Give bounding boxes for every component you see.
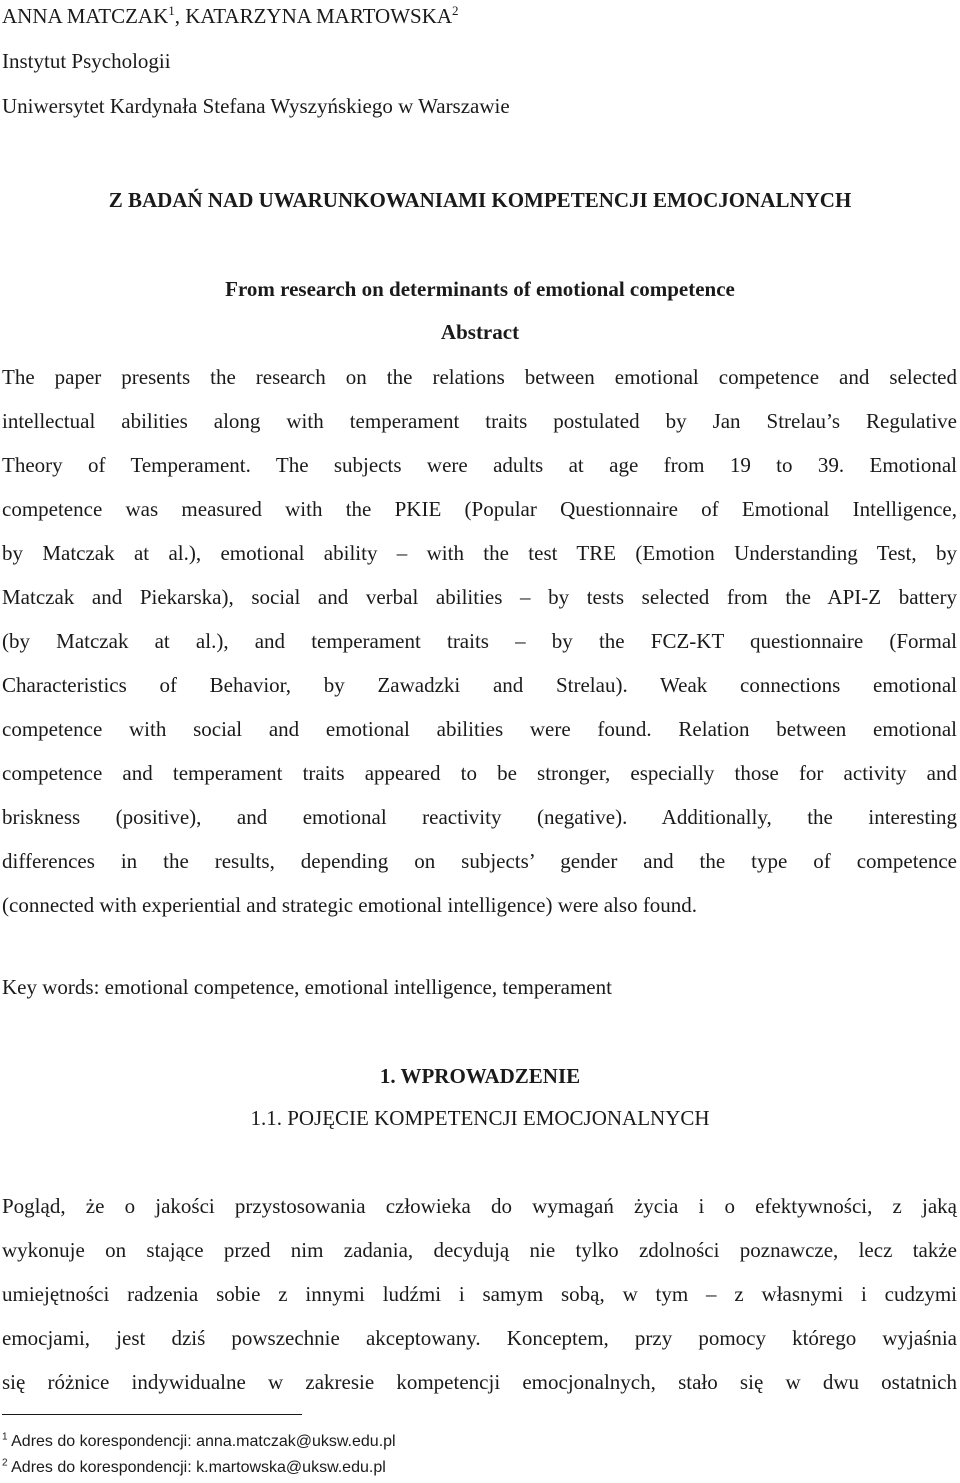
abstract-line: (connected with experiential and strategic emotional intelligence) were also found. — [2, 893, 698, 917]
keywords: Key words: emotional competence, emotional intelligence, temperament — [2, 975, 612, 999]
title-polish: Z BADAŃ NAD UWARUNKOWANIAMI KOMPETENCJI EMOCJONALNYCH — [108, 188, 852, 212]
abstract-line: by Matczak at al.), emotional ability – with the test TRE (Emotion Understanding Test, by — [2, 541, 957, 565]
affiliation-university: Uniwersytet Kardynała Stefana Wyszyńskiego w Warszawie — [2, 94, 510, 118]
abstract-line: briskness (positive), and emotional reactivity (negative). Additionally, the interesting — [2, 805, 957, 829]
body-line: wykonuje on stające przed nim zadania, decydują nie tylko zdolności poznawcze, lecz także — [2, 1238, 957, 1262]
subsection-heading: 1.1. POJĘCIE KOMPETENCJI EMOCJONALNYCH — [250, 1106, 710, 1130]
footnote-1-text: Adres do korespondencji: anna.matczak@uksw.edu.pl — [11, 1433, 396, 1450]
authors-line — [2, 4, 459, 28]
section-heading: 1. WPROWADZENIE — [379, 1064, 581, 1088]
abstract-line: competence and temperament traits appeared to be stronger, especially those for activity and — [2, 761, 957, 785]
author-2: KATARZYNA MARTOWSKA — [185, 4, 453, 28]
body-line: emocjami, jest dziś powszechnie akceptowany. Konceptem, przy pomocy którego wyjaśnia — [2, 1326, 957, 1350]
abstract-line: Theory of Temperament. The subjects were adults at age from 19 to 39. Emotional — [2, 453, 957, 477]
footnote-2-mark: 2 — [2, 1457, 8, 1469]
title-english: From research on determinants of emotional competence — [225, 277, 735, 301]
footnote-2 — [2, 1458, 386, 1478]
body-line: umiejętności radzenia sobie z innymi ludźmi i samym sobą, w tym – z własnymi i cudzymi — [2, 1282, 957, 1306]
abstract-body — [2, 355, 957, 927]
body-line: Pogląd, że o jakości przystosowania człowieka do wymagań życia i o efektywności, z jaką — [2, 1194, 957, 1218]
abstract-line: Characteristics of Behavior, by Zawadzki and Strelau). Weak connections emotional — [2, 673, 957, 697]
footnote-1 — [2, 1432, 396, 1452]
abstract-line: competence was measured with the PKIE (Popular Questionnaire of Emotional Intelligence, — [2, 497, 957, 521]
footnote-2-text: Adres do korespondencji: k.martowska@uksw.edu.pl — [11, 1459, 386, 1476]
abstract-line: competence with social and emotional abilities were found. Relation between emotional — [2, 717, 957, 741]
abstract-line: The paper presents the research on the relations between emotional competence and selected — [2, 365, 957, 389]
affiliation-institute: Instytut Psychologii — [2, 49, 171, 73]
abstract-line: Matczak and Piekarska), social and verbal abilities – by tests selected from the API-Z battery — [2, 585, 957, 609]
author-1-footnote-mark: 1 — [168, 3, 175, 18]
abstract-line: (by Matczak at al.), and temperament traits – by the FCZ-KT questionnaire (Formal — [2, 629, 957, 653]
abstract-heading: Abstract — [440, 320, 520, 344]
footnote-1-mark: 1 — [2, 1431, 8, 1443]
abstract-line: intellectual abilities along with temperament traits postulated by Jan Strelau’s Regulative — [2, 409, 957, 433]
author-2-footnote-mark: 2 — [452, 3, 459, 18]
author-1: ANNA MATCZAK — [2, 4, 169, 28]
author-separator: , — [174, 4, 186, 28]
abstract-line: differences in the results, depending on subjects’ gender and the type of competence — [2, 849, 957, 873]
footnote-divider — [2, 1414, 302, 1415]
body-text — [2, 1184, 957, 1404]
body-line: się różnice indywidualne w zakresie kompetencji emocjonalnych, stało się w dwu ostatnich — [2, 1370, 957, 1394]
